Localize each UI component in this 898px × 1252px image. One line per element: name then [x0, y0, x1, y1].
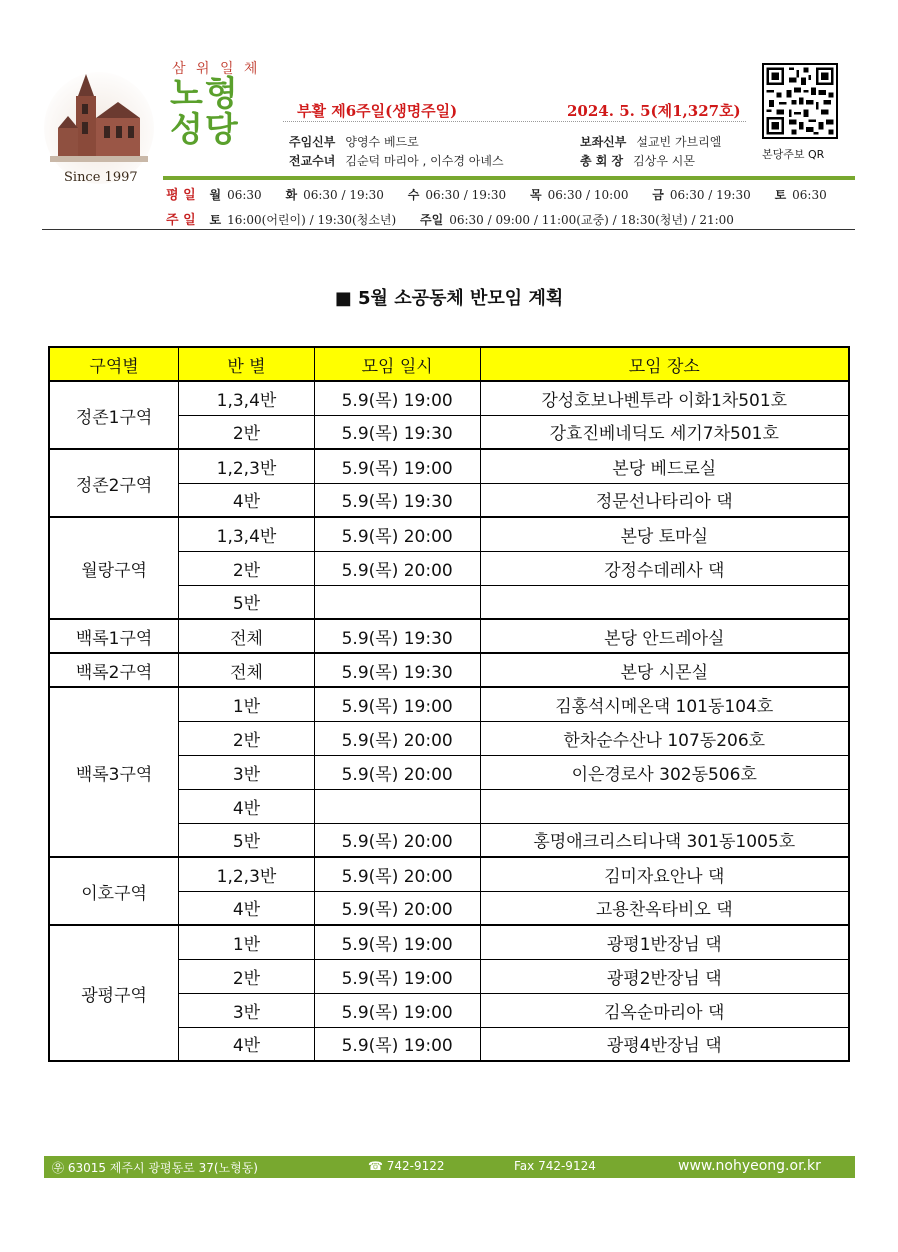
- time-cell: 5.9(목) 20:00: [314, 823, 480, 857]
- dotted-divider: [283, 121, 746, 122]
- col-header-time: 모임 일시: [314, 347, 480, 381]
- table-row: [49, 653, 849, 687]
- place-cell: 본당 안드레아실: [480, 619, 849, 653]
- zone-group: [49, 517, 849, 619]
- mass-day-saturday-eve: 토: [209, 213, 222, 227]
- place-cell: 광평1반장님 댁: [480, 925, 849, 959]
- zone-group: [49, 687, 849, 857]
- mass-time-sat: 06:30: [792, 188, 827, 202]
- footer-bar: [44, 1156, 855, 1178]
- col-header-place: 모임 장소: [480, 347, 849, 381]
- place-cell: 본당 시몬실: [480, 653, 849, 687]
- col-header-ban: 반 별: [179, 347, 315, 381]
- ban-cell: 2반: [179, 415, 315, 449]
- table-row: [49, 381, 849, 415]
- place-cell: 고용찬옥타비오 댁: [480, 891, 849, 925]
- zone-group: [49, 925, 849, 1061]
- header-divider: [42, 229, 855, 230]
- zone-cell: 정존2구역: [49, 449, 179, 517]
- time-cell: 5.9(목) 20:00: [314, 517, 480, 551]
- ban-cell: 전체: [179, 619, 315, 653]
- place-cell: 정문선나타리아 댁: [480, 483, 849, 517]
- time-cell: 5.9(목) 19:30: [314, 619, 480, 653]
- mass-day-wed: 수: [407, 188, 420, 202]
- footer-phone: ☎ 742-9122: [368, 1159, 445, 1173]
- mass-time-fri: 06:30 / 19:30: [669, 188, 751, 202]
- council-label: 총 회 장: [580, 154, 624, 168]
- weekday-mass-times: [166, 184, 847, 203]
- time-cell: 5.9(목) 20:00: [314, 755, 480, 789]
- table-row: [49, 517, 849, 551]
- tagline: 삼 위 일 체: [172, 61, 261, 77]
- place-cell: 김미자요안나 댁: [480, 857, 849, 891]
- ban-cell: 3반: [179, 993, 315, 1027]
- time-cell: [314, 585, 480, 619]
- mass-time-mon: 06:30: [227, 188, 262, 202]
- staff-sisters: [289, 152, 504, 169]
- zone-group: [49, 449, 849, 517]
- ban-cell: 4반: [179, 483, 315, 517]
- time-cell: 5.9(목) 19:30: [314, 483, 480, 517]
- parish-name-line-2: 성당: [170, 110, 240, 150]
- zone-cell: 백록2구역: [49, 653, 179, 687]
- mass-day-tue: 화: [285, 188, 298, 202]
- staff-pastor: [289, 133, 419, 150]
- ban-cell: 1,3,4반: [179, 381, 315, 415]
- mass-day-sunday: 주일: [420, 213, 444, 227]
- mass-time-tue: 06:30 / 19:30: [303, 188, 384, 202]
- issue-date-number: 2024. 5. 5(제1,327호): [567, 102, 741, 120]
- footer-fax: Fax 742-9124: [514, 1159, 596, 1173]
- mass-time-thu: 06:30 / 10:00: [547, 188, 629, 202]
- footer-website-link[interactable]: www.nohyeong.or.kr: [678, 1158, 821, 1174]
- zone-group: [49, 619, 849, 653]
- time-cell: 5.9(목) 20:00: [314, 551, 480, 585]
- time-cell: 5.9(목) 19:00: [314, 993, 480, 1027]
- council-name: 김상우 시몬: [633, 154, 695, 168]
- page-title: ■ 5월 소공동체 반모임 계획: [334, 288, 564, 309]
- time-cell: [314, 789, 480, 823]
- time-cell: 5.9(목) 19:00: [314, 687, 480, 721]
- time-cell: 5.9(목) 19:30: [314, 653, 480, 687]
- sunday-mass-times: [166, 209, 754, 228]
- ban-cell: 전체: [179, 653, 315, 687]
- place-cell: 이은경로사 302동506호: [480, 755, 849, 789]
- ban-cell: 2반: [179, 721, 315, 755]
- sisters-name: 김순덕 마리아 , 이수경 아녜스: [345, 154, 504, 168]
- ban-cell: 2반: [179, 551, 315, 585]
- ban-cell: 5반: [179, 823, 315, 857]
- place-cell: [480, 789, 849, 823]
- mass-time-sunday: 06:30 / 09:00 / 11:00(교중) / 18:30(청년) / 21:00: [449, 213, 734, 227]
- zone-group: [49, 381, 849, 449]
- time-cell: 5.9(목) 20:00: [314, 857, 480, 891]
- assistant-name: 설교빈 가브리엘: [636, 135, 722, 149]
- church-building-illustration: [44, 66, 154, 184]
- place-cell: 강효진베네딕도 세기7차501호: [480, 415, 849, 449]
- ban-cell: 1반: [179, 925, 315, 959]
- parish-name-line-1: 노형: [170, 74, 240, 114]
- since-year-label: Since 1997: [64, 170, 138, 185]
- place-cell: 본당 베드로실: [480, 449, 849, 483]
- staff-council: [580, 152, 695, 169]
- table-row: [49, 687, 849, 721]
- ban-cell: 5반: [179, 585, 315, 619]
- table-header-row: [49, 347, 849, 381]
- pastor-label: 주임신부: [289, 135, 336, 149]
- ban-cell: 4반: [179, 1027, 315, 1061]
- time-cell: 5.9(목) 19:00: [314, 381, 480, 415]
- time-cell: 5.9(목) 20:00: [314, 891, 480, 925]
- table-row: [49, 449, 849, 483]
- mass-day-sat: 토: [774, 188, 787, 202]
- ban-cell: 4반: [179, 789, 315, 823]
- time-cell: 5.9(목) 20:00: [314, 721, 480, 755]
- time-cell: 5.9(목) 19:00: [314, 449, 480, 483]
- time-cell: 5.9(목) 19:00: [314, 959, 480, 993]
- zone-cell: 광평구역: [49, 925, 179, 1061]
- time-cell: 5.9(목) 19:30: [314, 415, 480, 449]
- mass-day-mon: 월: [209, 188, 222, 202]
- header-green-bar: [163, 176, 855, 180]
- assistant-label: 보좌신부: [580, 135, 627, 149]
- zone-cell: 월랑구역: [49, 517, 179, 619]
- table-row: [49, 925, 849, 959]
- footer-address: ㉾ 63015 제주시 광평동로 37(노형동): [52, 1161, 258, 1175]
- ban-cell: 4반: [179, 891, 315, 925]
- place-cell: [480, 585, 849, 619]
- sisters-label: 전교수녀: [289, 154, 336, 168]
- pastor-name: 양영수 베드로: [345, 135, 419, 149]
- place-cell: 홍명애크리스티나댁 301동1005호: [480, 823, 849, 857]
- place-cell: 강정수데레사 댁: [480, 551, 849, 585]
- zone-cell: 백록1구역: [49, 619, 179, 653]
- place-cell: 광평4반장님 댁: [480, 1027, 849, 1061]
- sunday-mass-label: 주 일: [166, 213, 196, 228]
- zone-group: [49, 653, 849, 687]
- qr-code-icon[interactable]: [762, 63, 838, 139]
- zone-cell: 백록3구역: [49, 687, 179, 857]
- place-cell: 김옥순마리아 댁: [480, 993, 849, 1027]
- col-header-zone: 구역별: [49, 347, 179, 381]
- ban-cell: 2반: [179, 959, 315, 993]
- place-cell: 광평2반장님 댁: [480, 959, 849, 993]
- place-cell: 강성호보나벤투라 이화1차501호: [480, 381, 849, 415]
- liturgical-day: 부활 제6주일(생명주일): [297, 102, 458, 120]
- place-cell: 한차순수산나 107동206호: [480, 721, 849, 755]
- mass-day-fri: 금: [652, 188, 664, 202]
- zone-cell: 정존1구역: [49, 381, 179, 449]
- zone-group: [49, 857, 849, 925]
- staff-assistant: [580, 133, 721, 150]
- time-cell: 5.9(목) 19:00: [314, 1027, 480, 1061]
- meeting-plan-table: [48, 346, 850, 1062]
- place-cell: 본당 토마실: [480, 517, 849, 551]
- mass-time-wed: 06:30 / 19:30: [425, 188, 507, 202]
- place-cell: 김홍석시메온댁 101동104호: [480, 687, 849, 721]
- table-row: [49, 857, 849, 891]
- mass-day-thu: 목: [530, 188, 542, 202]
- ban-cell: 1,3,4반: [179, 517, 315, 551]
- time-cell: 5.9(목) 19:00: [314, 925, 480, 959]
- weekday-mass-label: 평 일: [166, 188, 196, 203]
- table-row: [49, 619, 849, 653]
- ban-cell: 1반: [179, 687, 315, 721]
- ban-cell: 1,2,3반: [179, 857, 315, 891]
- mass-time-saturday-eve: 16:00(어린이) / 19:30(청소년): [227, 213, 397, 227]
- qr-caption: 본당주보 QR: [762, 148, 825, 161]
- ban-cell: 1,2,3반: [179, 449, 315, 483]
- zone-cell: 이호구역: [49, 857, 179, 925]
- ban-cell: 3반: [179, 755, 315, 789]
- parish-name-logo: [170, 76, 240, 148]
